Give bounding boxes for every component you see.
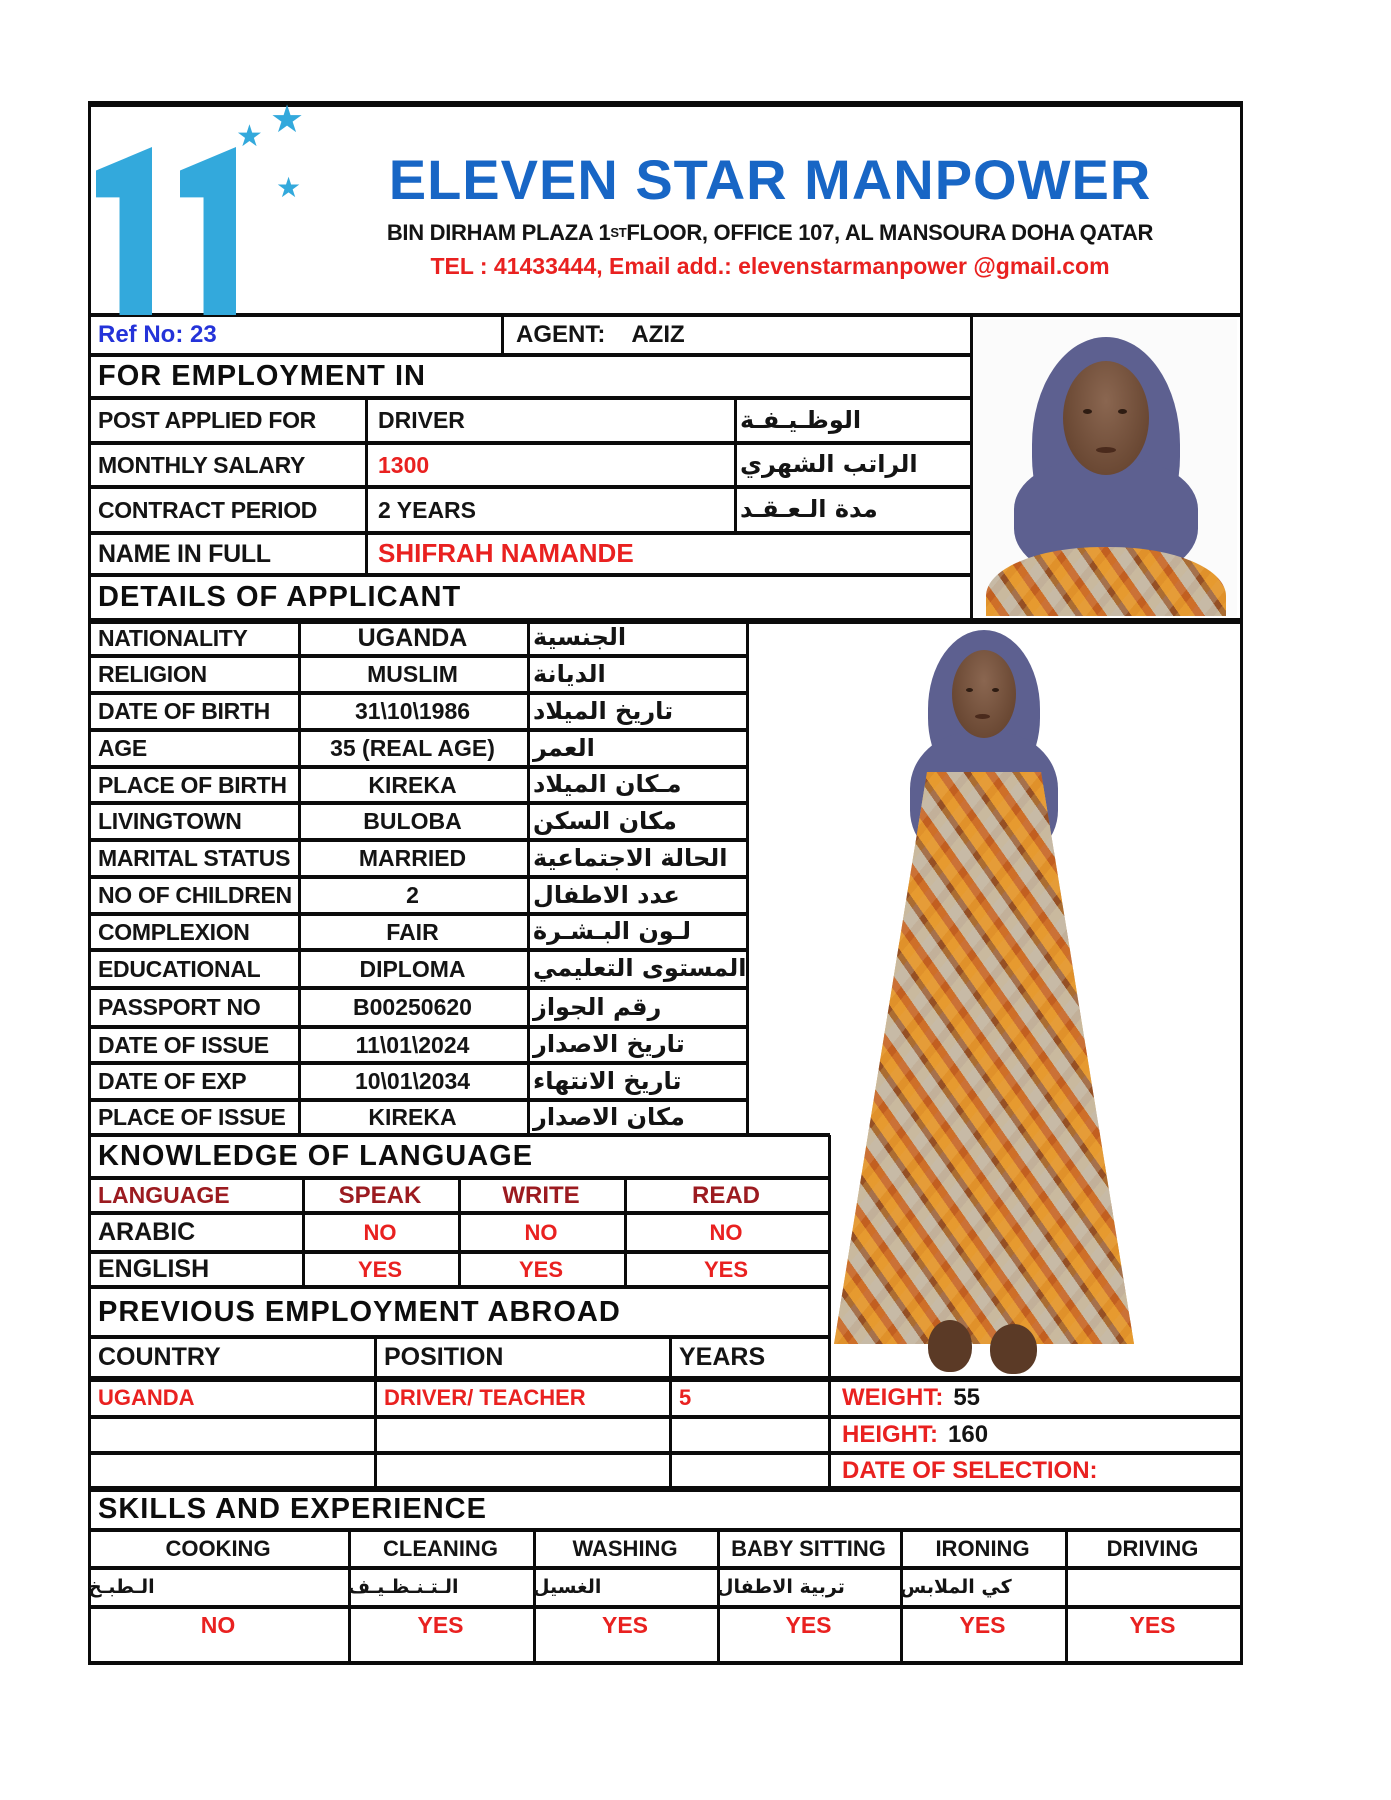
field-label-arabic: تاريخ الاصدار bbox=[533, 1030, 685, 1059]
skill-header: WASHING bbox=[572, 1536, 678, 1562]
skill-header-arabic: الغسيل bbox=[533, 1575, 602, 1598]
section-title-skills: SKILLS AND EXPERIENCE bbox=[98, 1492, 487, 1525]
field-label-arabic: مكان السكن bbox=[533, 806, 677, 835]
field-value: 11\01\2024 bbox=[355, 1031, 470, 1058]
language-speak-value: YES bbox=[357, 1256, 403, 1282]
field-label: PLACE OF ISSUE bbox=[98, 1104, 286, 1131]
divider bbox=[1240, 101, 1243, 1665]
employment-years bbox=[679, 1417, 819, 1453]
column-header-country: COUNTRY bbox=[98, 1343, 221, 1372]
photo-foot bbox=[990, 1324, 1037, 1374]
divider bbox=[746, 620, 749, 1135]
field-label: AGE bbox=[98, 735, 147, 762]
field-label-arabic: الراتب الشهري bbox=[740, 450, 918, 479]
employment-position bbox=[384, 1453, 654, 1488]
agent-value: AZIZ bbox=[631, 321, 685, 349]
field-value: 35 (REAL AGE) bbox=[330, 735, 495, 762]
field-value: BULOBA bbox=[363, 808, 462, 835]
skill-header: BABY SITTING bbox=[731, 1536, 886, 1562]
applicant-name: SHIFRAH NAMANDE bbox=[378, 538, 634, 569]
section-title-language: KNOWLEDGE OF LANGUAGE bbox=[98, 1140, 534, 1173]
ref-no: Ref No: 23 bbox=[98, 321, 217, 349]
field-label: NAME IN FULL bbox=[98, 539, 271, 568]
logo-bar-icon bbox=[180, 147, 236, 315]
skill-value: NO bbox=[200, 1612, 236, 1638]
skill-header-arabic: الـطبـخ bbox=[88, 1575, 155, 1598]
field-value: 31\10\1986 bbox=[354, 698, 471, 725]
language-speak-value: NO bbox=[363, 1219, 397, 1245]
field-label-arabic: العمر bbox=[533, 733, 595, 762]
field-label-arabic: تاريخ الميلاد bbox=[533, 696, 674, 725]
language-write-value: NO bbox=[524, 1219, 558, 1245]
field-label: POST APPLIED FOR bbox=[98, 407, 316, 434]
skill-header-arabic bbox=[1065, 1568, 1240, 1607]
agency-title: ELEVEN STAR MANPOWER bbox=[388, 147, 1152, 211]
address-text: BIN DIRHAM PLAZA 1 bbox=[386, 220, 611, 246]
field-label-arabic: مكان الاصدار bbox=[533, 1102, 685, 1131]
column-header-years: YEARS bbox=[679, 1343, 766, 1372]
field-value: 10\01\2034 bbox=[354, 1068, 471, 1095]
address-text: FLOOR, OFFICE 107, AL MANSOURA DOHA QATAR bbox=[626, 220, 1154, 246]
employment-years: 5 bbox=[679, 1384, 692, 1410]
address-superscript: ST bbox=[610, 225, 627, 241]
field-label: RELIGION bbox=[98, 661, 207, 688]
field-value: 2 bbox=[406, 882, 419, 909]
employment-years bbox=[679, 1453, 819, 1488]
section-title-employment-in: FOR EMPLOYMENT IN bbox=[98, 360, 426, 393]
divider bbox=[88, 1661, 1243, 1665]
field-label-arabic: الجنسية bbox=[533, 623, 627, 652]
column-header-language: LANGUAGE bbox=[98, 1182, 230, 1209]
divider bbox=[88, 101, 91, 1665]
field-label-arabic: رقم الجواز bbox=[533, 992, 662, 1021]
language-write-value: YES bbox=[518, 1256, 564, 1282]
field-label-arabic: الديانة bbox=[533, 659, 606, 688]
field-label: EDUCATIONAL bbox=[98, 955, 261, 982]
field-label-arabic: المستوى التعليمي bbox=[533, 954, 747, 983]
applicant-photo-portrait bbox=[974, 319, 1237, 616]
employment-position bbox=[384, 1417, 654, 1453]
skill-header-arabic: تربية الاطفال bbox=[717, 1575, 845, 1598]
field-value: 2 YEARS bbox=[378, 496, 477, 523]
field-label: MARITAL STATUS bbox=[98, 845, 291, 872]
field-value: MUSLIM bbox=[367, 661, 458, 688]
language-name: ARABIC bbox=[98, 1218, 196, 1247]
logo-bar-icon bbox=[96, 147, 152, 315]
skill-header-arabic: كي الملابس bbox=[900, 1575, 1012, 1598]
field-label: NO OF CHILDREN bbox=[98, 882, 292, 909]
field-label: PLACE OF BIRTH bbox=[98, 771, 287, 798]
column-header-read: READ bbox=[691, 1181, 760, 1209]
field-value: FAIR bbox=[386, 918, 439, 945]
photo-dress bbox=[834, 772, 1134, 1344]
weight-row bbox=[842, 1378, 1234, 1417]
date-of-selection: DATE OF SELECTION: bbox=[842, 1456, 1098, 1484]
agent-label: AGENT: bbox=[516, 321, 606, 349]
skill-value: YES bbox=[417, 1612, 464, 1638]
field-value: 1300 bbox=[378, 451, 430, 478]
applicant-photo-full-length bbox=[750, 622, 1238, 1377]
skill-header: COOKING bbox=[165, 1536, 271, 1562]
field-label-arabic: عدد الاطفال bbox=[533, 880, 680, 909]
column-header-position: POSITION bbox=[384, 1343, 504, 1372]
section-title-previous-employment: PREVIOUS EMPLOYMENT ABROAD bbox=[98, 1295, 621, 1328]
agency-address bbox=[340, 218, 1200, 248]
field-label-arabic: الوظـيـفـة bbox=[740, 405, 862, 434]
field-label-arabic: مدة الـعـقـد bbox=[740, 495, 878, 524]
skill-header: DRIVING bbox=[1106, 1536, 1199, 1562]
skill-header-arabic: الـتـنـظـيـف bbox=[348, 1575, 459, 1598]
column-header-speak: SPEAK bbox=[338, 1181, 422, 1209]
employment-country bbox=[98, 1417, 358, 1453]
field-value: KIREKA bbox=[368, 771, 457, 798]
skill-value: YES bbox=[785, 1612, 832, 1638]
photo-face bbox=[1063, 361, 1149, 475]
field-label: NATIONALITY bbox=[98, 624, 248, 651]
agency-logo bbox=[96, 92, 366, 318]
photo-dress bbox=[986, 547, 1226, 616]
field-value: DIPLOMA bbox=[359, 955, 466, 982]
employment-country: UGANDA bbox=[98, 1384, 195, 1410]
employment-country bbox=[98, 1453, 358, 1488]
skill-value: YES bbox=[601, 1612, 649, 1638]
weight-value: 55 bbox=[953, 1383, 981, 1411]
divider bbox=[669, 1337, 672, 1488]
language-name: ENGLISH bbox=[98, 1255, 210, 1284]
field-label-arabic: مـكان الميلاد bbox=[533, 770, 682, 799]
field-label-arabic: لـون البـشـرة bbox=[533, 917, 692, 946]
divider bbox=[734, 398, 737, 533]
field-label: DATE OF BIRTH bbox=[98, 698, 270, 725]
field-label: LIVINGTOWN bbox=[98, 808, 242, 835]
field-label-arabic: تاريخ الانتهاء bbox=[533, 1066, 682, 1095]
field-value: KIREKA bbox=[368, 1104, 457, 1131]
field-value: B00250620 bbox=[353, 994, 472, 1021]
field-value: MARRIED bbox=[358, 845, 467, 872]
skill-value: YES bbox=[1129, 1612, 1176, 1638]
section-title-details: DETAILS OF APPLICANT bbox=[98, 581, 462, 614]
agency-contact: TEL : 41433444, Email add.: elevenstarmanpower @gmail.com bbox=[430, 252, 1110, 279]
field-label-arabic: الحالة الاجتماعية bbox=[533, 843, 728, 872]
language-read-value: NO bbox=[709, 1219, 743, 1245]
employment-position: DRIVER/ TEACHER bbox=[384, 1384, 586, 1410]
photo-foot bbox=[928, 1320, 972, 1372]
divider bbox=[527, 620, 530, 1135]
agent-row bbox=[516, 315, 956, 355]
skill-value: YES bbox=[959, 1612, 1006, 1638]
field-label: COMPLEXION bbox=[98, 918, 250, 945]
divider bbox=[501, 315, 504, 355]
skill-header: CLEANING bbox=[383, 1536, 498, 1562]
column-header-write: WRITE bbox=[502, 1181, 580, 1209]
field-label: CONTRACT PERIOD bbox=[98, 496, 318, 523]
height-value: 160 bbox=[948, 1421, 989, 1449]
star-icon: ★ bbox=[270, 97, 305, 141]
height-row bbox=[842, 1417, 1234, 1453]
divider bbox=[374, 1337, 377, 1488]
field-label: DATE OF ISSUE bbox=[98, 1031, 269, 1058]
field-label: DATE OF EXP bbox=[98, 1068, 247, 1095]
skill-header: IRONING bbox=[935, 1536, 1030, 1562]
field-label: MONTHLY SALARY bbox=[98, 451, 306, 478]
field-label: PASSPORT NO bbox=[98, 994, 261, 1021]
height-label: HEIGHT: bbox=[842, 1421, 938, 1449]
field-value: UGANDA bbox=[357, 623, 468, 652]
star-icon: ★ bbox=[276, 171, 302, 204]
star-icon: ★ bbox=[236, 119, 263, 154]
divider bbox=[970, 315, 973, 620]
language-read-value: YES bbox=[703, 1256, 749, 1282]
divider bbox=[365, 398, 368, 575]
photo-face bbox=[952, 650, 1016, 738]
field-value: DRIVER bbox=[378, 407, 465, 434]
weight-label: WEIGHT: bbox=[842, 1383, 944, 1411]
